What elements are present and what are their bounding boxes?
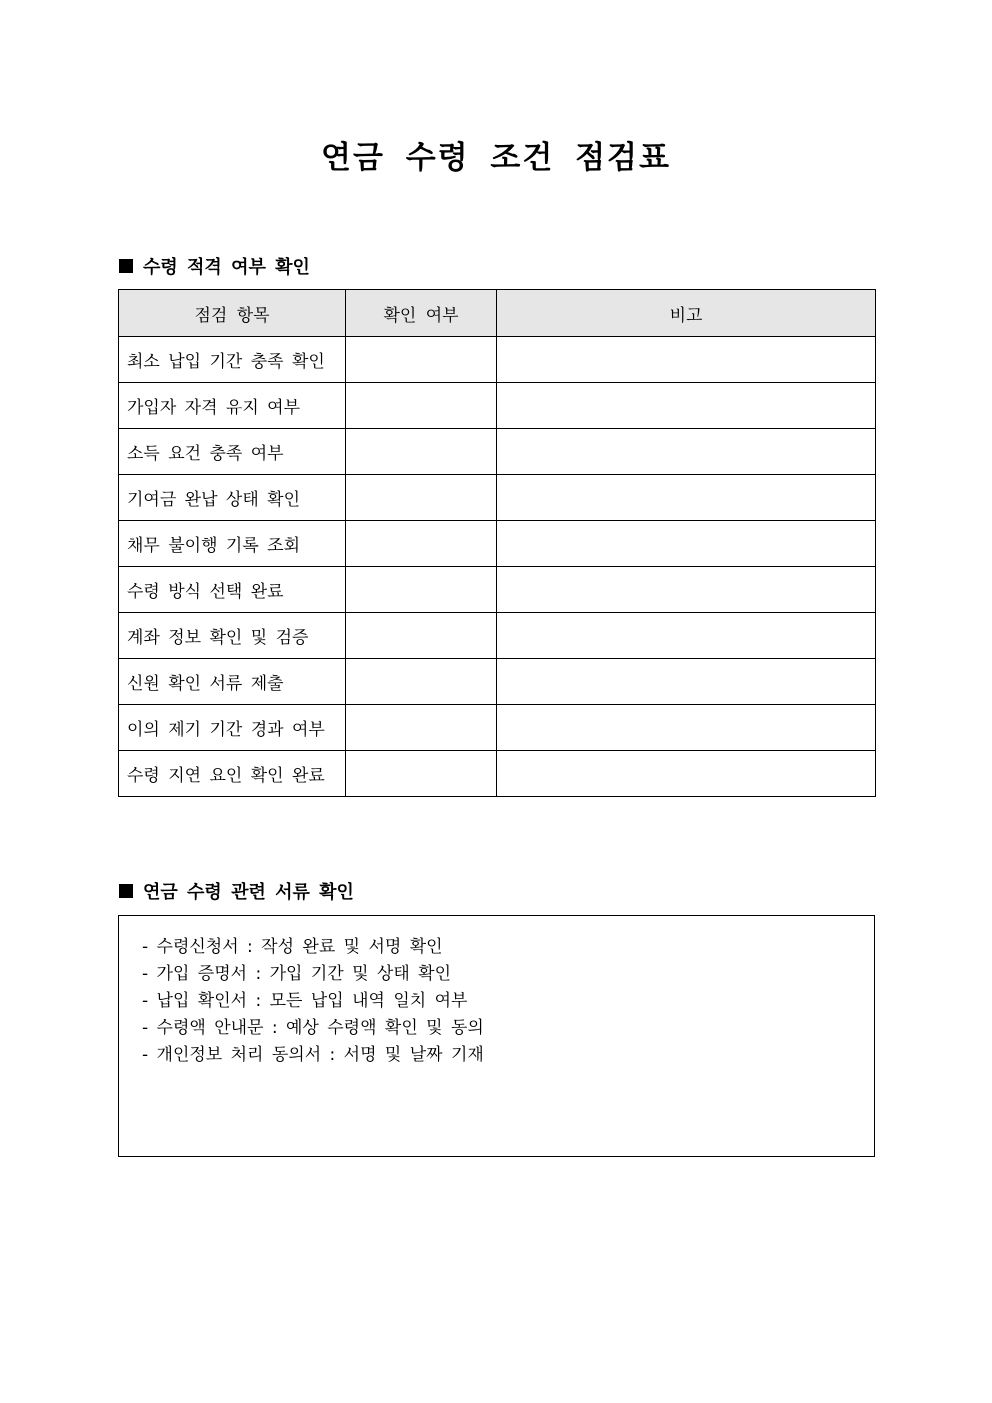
column-header-check: 확인 여부 xyxy=(346,290,497,337)
table-row xyxy=(119,429,876,475)
note-cell[interactable] xyxy=(497,383,876,429)
table-row xyxy=(119,521,876,567)
note-cell[interactable] xyxy=(497,751,876,797)
note-cell[interactable] xyxy=(497,705,876,751)
check-status-cell[interactable] xyxy=(346,429,497,475)
check-item-cell: 수령 방식 선택 완료 xyxy=(119,567,346,613)
section-heading-eligibility xyxy=(119,253,310,279)
table-header-row xyxy=(119,290,876,337)
check-status-cell[interactable] xyxy=(346,567,497,613)
table-row xyxy=(119,705,876,751)
check-status-cell[interactable] xyxy=(346,475,497,521)
table-row xyxy=(119,567,876,613)
note-cell[interactable] xyxy=(497,337,876,383)
section-heading-label: 수령 적격 여부 확인 xyxy=(143,257,310,278)
note-cell[interactable] xyxy=(497,475,876,521)
check-item-cell: 가입자 자격 유지 여부 xyxy=(119,383,346,429)
column-header-note: 비고 xyxy=(497,290,876,337)
section-heading-label: 연금 수령 관련 서류 확인 xyxy=(143,882,354,903)
column-header-item: 점검 항목 xyxy=(119,290,346,337)
documents-list xyxy=(142,934,874,1069)
note-cell[interactable] xyxy=(497,613,876,659)
table-row xyxy=(119,337,876,383)
list-item: - 가입 증명서 : 가입 기간 및 상태 확인 xyxy=(142,964,451,984)
check-item-cell: 최소 납입 기간 충족 확인 xyxy=(119,337,346,383)
list-item: - 납입 확인서 : 모든 납입 내역 일치 여부 xyxy=(142,991,468,1011)
note-cell[interactable] xyxy=(497,659,876,705)
check-item-cell: 채무 불이행 기록 조회 xyxy=(119,521,346,567)
check-item-cell: 신원 확인 서류 제출 xyxy=(119,659,346,705)
list-item: - 수령신청서 : 작성 완료 및 서명 확인 xyxy=(142,937,443,957)
table-row xyxy=(119,751,876,797)
check-status-cell[interactable] xyxy=(346,751,497,797)
check-item-cell: 계좌 정보 확인 및 검증 xyxy=(119,613,346,659)
check-item-cell: 수령 지연 요인 확인 완료 xyxy=(119,751,346,797)
table-row xyxy=(119,475,876,521)
check-item-cell: 기여금 완납 상태 확인 xyxy=(119,475,346,521)
section-heading-documents xyxy=(119,878,354,904)
check-status-cell[interactable] xyxy=(346,613,497,659)
check-status-cell[interactable] xyxy=(346,521,497,567)
eligibility-checklist-table xyxy=(118,289,876,797)
black-square-icon xyxy=(119,259,133,273)
list-item: - 수령액 안내문 : 예상 수령액 확인 및 동의 xyxy=(142,1018,484,1038)
check-status-cell[interactable] xyxy=(346,337,497,383)
note-cell[interactable] xyxy=(497,567,876,613)
note-cell[interactable] xyxy=(497,521,876,567)
check-item-cell: 소득 요건 충족 여부 xyxy=(119,429,346,475)
table-row xyxy=(119,659,876,705)
check-status-cell[interactable] xyxy=(346,383,497,429)
check-status-cell[interactable] xyxy=(346,705,497,751)
list-item: - 개인정보 처리 동의서 : 서명 및 날짜 기재 xyxy=(142,1045,484,1065)
check-status-cell[interactable] xyxy=(346,659,497,705)
check-item-cell: 이의 제기 기간 경과 여부 xyxy=(119,705,346,751)
note-cell[interactable] xyxy=(497,429,876,475)
page-title: 연금 수령 조건 점검표 xyxy=(321,140,671,176)
table-row xyxy=(119,383,876,429)
black-square-icon xyxy=(119,884,133,898)
table-row xyxy=(119,613,876,659)
documents-box xyxy=(118,915,875,1157)
